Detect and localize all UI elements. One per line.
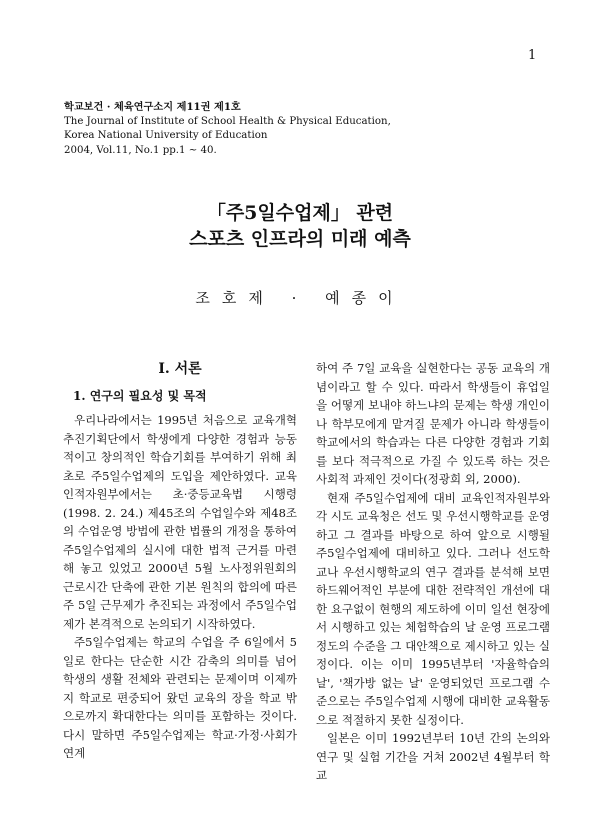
page-number: 1: [528, 48, 537, 63]
subsection-heading: 1. 연구의 필요성 및 목적: [73, 389, 207, 403]
body-paragraph: 하여 주 7일 교육을 실현한다는 공동 교육의 개념이라고 할 수 있다. 따라서 학생들이 휴업일을 어떻게 보내야 하느냐의 문제는 학생 개인이나 학부모에게 맡겨질 문제가 아니라 학생들이 학교에서의 학습과는 다른 다양한 경험과 기회를 보다 적극적으로 가질 수 있도록 하는 것은 사회적 과제인 것이다(정광희 외, 2000).: [316, 361, 550, 486]
journal-info: [64, 100, 391, 158]
paper-title-line-1: 「주5일수업제」 관련: [206, 202, 394, 224]
body-paragraph: 일본은 이미 1992년부터 10년 간의 논의와 연구 및 실험 기간을 거쳐 2002년 4월부터 학교: [316, 731, 550, 782]
paper-title: [0, 200, 600, 252]
left-column: [63, 359, 297, 763]
journal-citation: 2004, Vol.11, No.1 pp.1 ~ 40.: [64, 144, 217, 156]
journal-korean-title: 학교보건 · 체육연구소지 제11권 제1호: [64, 101, 241, 113]
journal-english-title: The Journal of Institute of School Health & Physical Education,: [64, 115, 391, 127]
body-paragraph: 현재 주5일수업제에 대비 교육인적자원부와 각 시도 교육청은 선도 및 우선시행학교를 운영하고 그 결과를 바탕으로 하여 앞으로 시행될 주5일수업제에 대비하고 있다. 그러나 선도학교나 우선시행학교의 연구 결과를 분석해 보면 하드웨어적인 부분에 대한 전략적인 개선에 대한 요구없이 현행의 제도하에 이미 일선 현장에서 시행하고 있는 체험학습의 날 운영 프로그램 정도의 수준을 그 대안책으로 제시하고 있는 실정이다. 이는 이미 1995년부터 '자율학습의 날', '책가방 없는 날' 운영되었던 프로그램 수준으로는 주5일수업제 시행에 대비한 교육활동으로 적절하지 못한 실정이다.: [316, 490, 550, 727]
paper-authors: 조호제 · 예종이: [195, 289, 405, 307]
journal-university: Korea National University of Education: [64, 130, 268, 141]
right-column: [316, 359, 550, 785]
body-paragraph: 우리나라에서는 1995년 처음으로 교육개혁추진기획단에서 학생에게 다양한 경험과 능동적이고 창의적인 학습기회를 부여하기 위해 최초로 주5일수업제의 도입을 제안하였다. 교육인적자원부에서는 초·중등교육법 시행령(1998. 2. 24.) 제45조의 수업일수와 제48조의 수업운영 방법에 관한 법률의 개정을 통하여 주5일수업제의 실시에 대한 법적 근거를 마련해 놓고 있었고 2000년 5월 노사정위원회의 근로시간 단축에 관한 기본 원칙의 합의에 따른 주 5일 근무제가 추진되는 과정에서 주5일수업제가 본격적으로 논의되기 시작하였다.: [63, 413, 297, 631]
body-paragraph: 주5일수업제는 학교의 수업을 주 6일에서 5일로 한다는 단순한 시간 감축의 의미를 넘어 학생의 생활 전체와 관련되는 문제이며 이제까지 학교로 편중되어 왔던 교육의 장을 학교 밖으로까지 확대한다는 의미를 포함하는 것이다. 다시 말하면 주5일수업제는 학교·가정·사회가 연계: [63, 635, 297, 760]
section-heading: I. 서론: [158, 361, 202, 377]
paper-title-line-2: 스포츠 인프라의 미래 예측: [189, 228, 411, 250]
